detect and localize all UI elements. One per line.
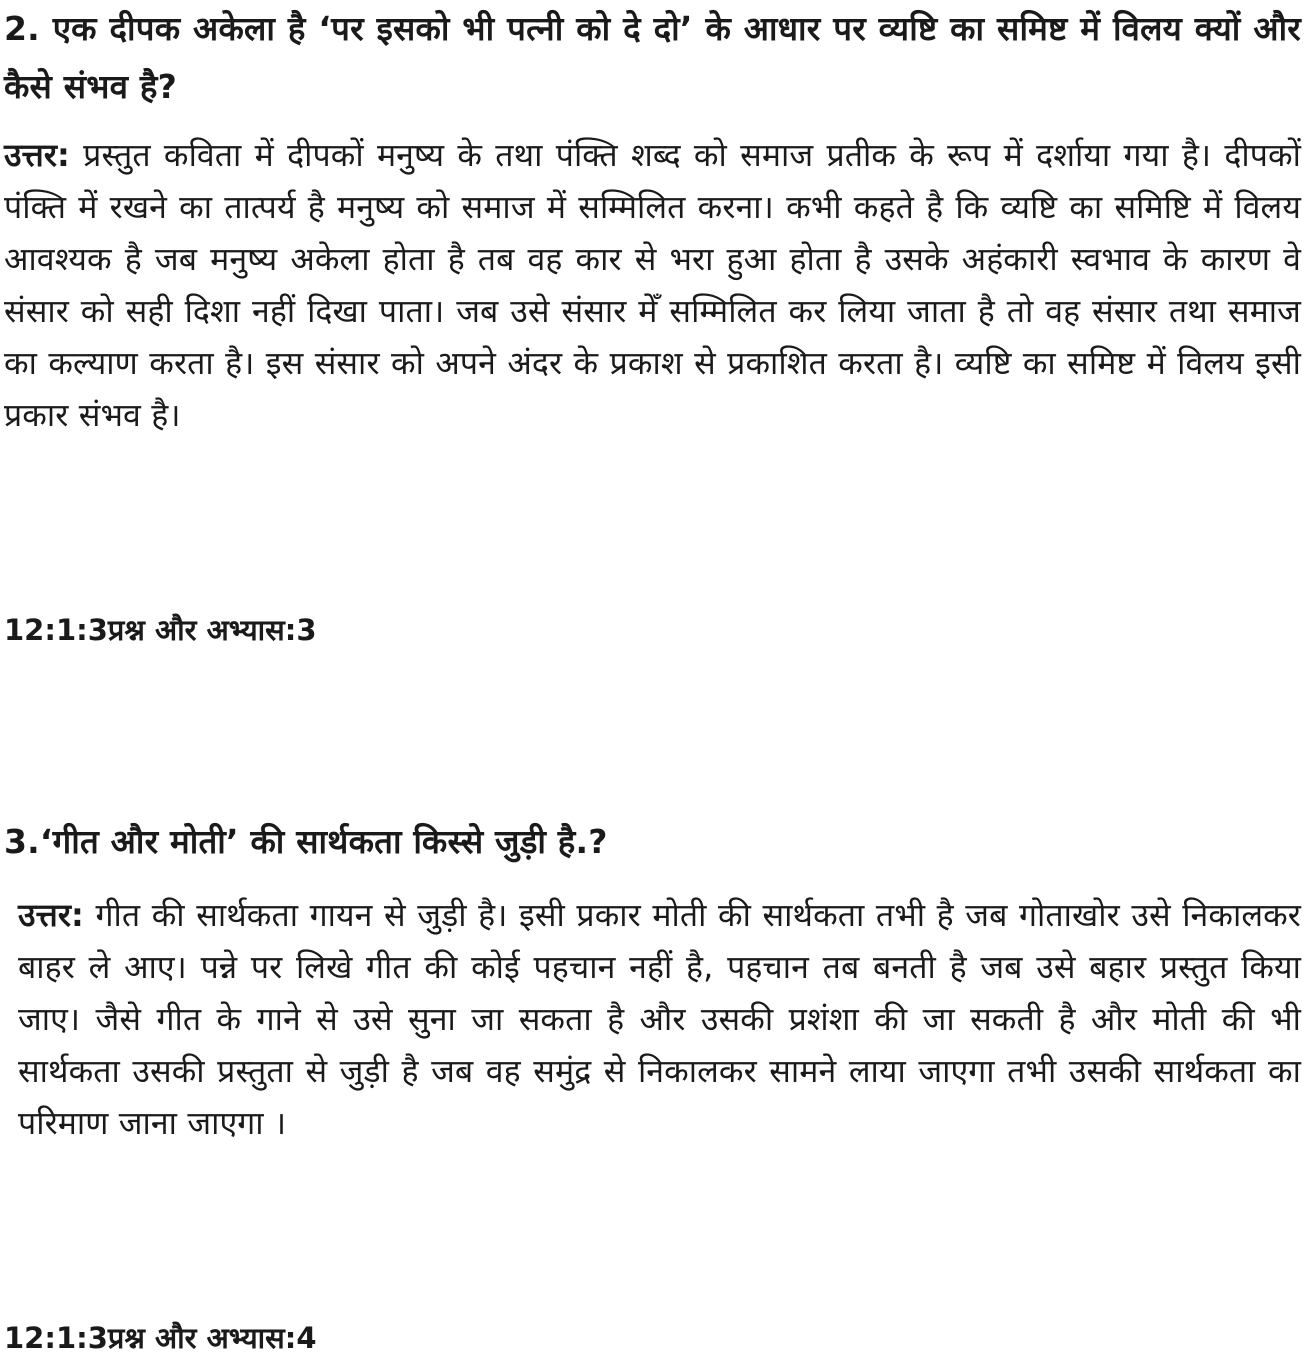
answer-3-label: उत्तर: — [18, 896, 84, 934]
answer-2-paragraph — [4, 129, 1301, 441]
section-heading-4: 12:1:3प्रश्न और अभ्यास:4 — [4, 1321, 317, 1355]
answer-3-text: गीत की सार्थकता गायन से जुड़ी है। इसी प्रकार मोती की सार्थकता तभी है जब गोताखोर उसे निकालकर बाहर ले आए। पन्ने पर लिखे गीत की कोई पहचान नहीं है, पहचान तब बनती है जब उसे बहार प्रस्तुत किया जाए। जैसे गीत के गाने से उसे सुना जा सकता है और उसकी प्रशंशा की जा सकती है और मोती की भी सार्थकता उसकी प्रस्तुता से जुड़ी है जब वह समुंद्र से निकालकर सामने लाया जाएगा तभी उसकी सार्थकता का परिमाण जाना जाएगा । — [18, 896, 1301, 1142]
answer-2-text: प्रस्तुत कविता में दीपकों मनुष्य के तथा पंक्ति शब्द को समाज प्रतीक के रूप में दर्शाया गया है। दीपकों पंक्ति में रखने का तात्पर्य है मनुष्य को समाज में सम्मिलित करना। कभी कहते है कि व्यष्टि का समिष्टि में विलय आवश्यक है जब मनुष्य अकेला होता है तब वह कार से भरा हुआ होता है उसके अहंकारी स्वभाव के कारण वे संसार को सही दिशा नहीं दिखा पाता। जब उसे संसार मेँ सम्मिलित कर लिया जाता है तो वह संसार तथा समाज का कल्याण करता है। इस संसार को अपने अंदर के प्रकाश से प्रकाशित करता है। व्यष्टि का समिष्ट में विलय इसी प्रकार संभव है। — [4, 136, 1302, 434]
question-2-heading: 2. एक दीपक अकेला है ‘पर इसको भी पत्नी को दे दो’ के आधार पर व्यष्टि का समिष्ट में विलय क्यों और कैसे संभव है? — [4, 9, 1301, 106]
answer-2-label: उत्तर: — [4, 136, 70, 174]
answer-3-paragraph — [4, 889, 1301, 1149]
section-heading-3: 12:1:3प्रश्न और अभ्यास:3 — [4, 613, 317, 647]
question-3-heading: 3.‘गीत और मोती’ की सार्थकता किस्से जुड़ी है.? — [4, 822, 608, 861]
